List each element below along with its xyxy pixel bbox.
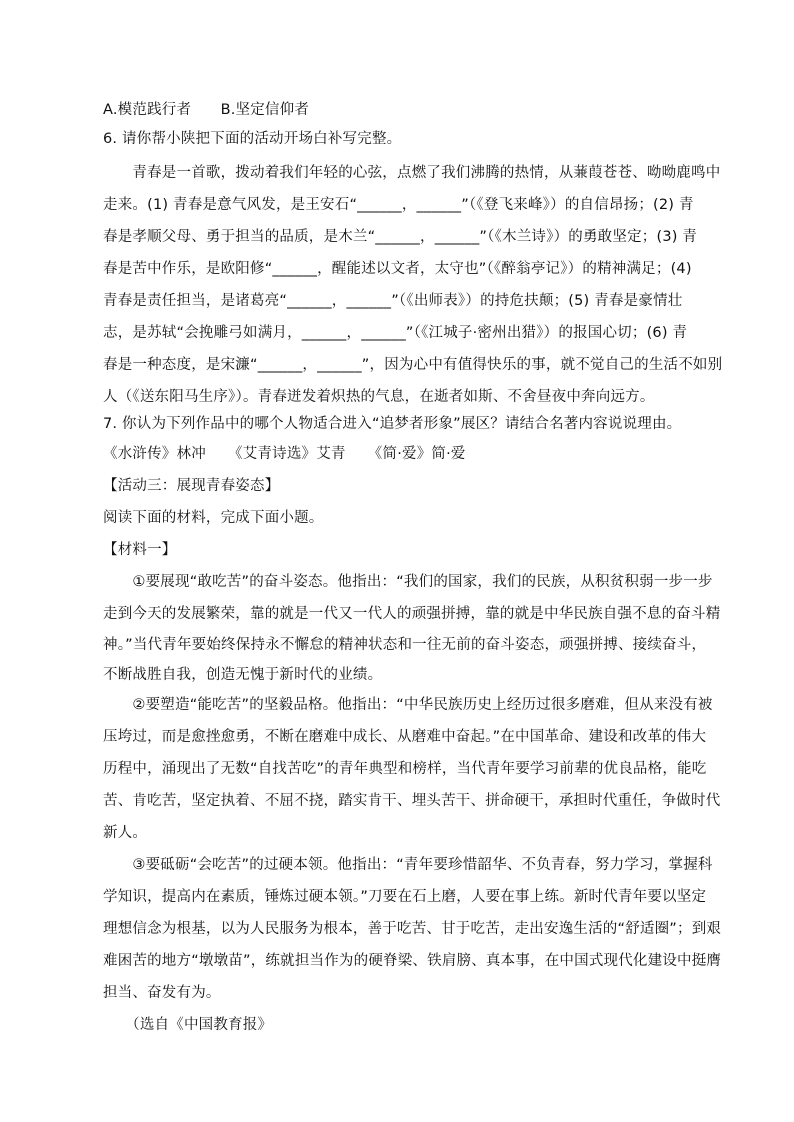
answer-options: A.模范践行者 B.坚定信仰者 — [103, 102, 310, 118]
text-line: ③要砥砺“会吃苦”的过硬本领。他指出：“青年要珍惜韶华、不负青春，努力学习，掌握科 — [103, 857, 713, 873]
instruction: 阅读下面的材料，完成下面小题。 — [103, 510, 324, 526]
text-line: 人（《送东阳马生序》）。青春迸发着炽热的气息，在逝者如斯、不舍昼夜中奔向远方。 — [103, 389, 655, 405]
text-line: 志，是苏轼“会挽雕弓如满月，______，______”（《江城子·密州出猎》）的报国心切；(6) 青 — [103, 325, 688, 341]
activity-heading: 【活动三：展现青春姿态】 — [103, 478, 280, 494]
text-line: 不断战胜自我，创造无愧于新时代的业绩。 — [103, 667, 383, 683]
text-line: 春是一种态度，是宋濂“______，______”，因为心中有值得快乐的事，就不觉自己的生活不如别 — [103, 357, 723, 373]
text-line: ①要展现“敢吃苦”的奋斗姿态。他指出：“我们的国家，我们的民族，从积贫积弱一步一步 — [103, 574, 713, 590]
works-list: 《水浒传》林冲 《艾青诗选》艾青 《简·爱》简·爱 — [103, 446, 466, 462]
text-line: 学知识，提高内在素质，锤炼过硬本领。”刀要在石上磨，人要在事上练。新时代青年要以坚定 — [103, 889, 707, 905]
text-line: 青春是责任担当，是诸葛亮“______，______”（《出师表》）的持危扶颠；(5) 青春是豪情壮 — [103, 293, 683, 309]
text-line: 担当、奋发有为。 — [103, 985, 221, 1001]
text-line: 神。”当代青年要始终保持永不懈怠的精神状态和一往无前的奋斗姿态，顽强拼搏、接续奋斗， — [103, 637, 707, 653]
question-6: 6. 请你帮小陕把下面的活动开场白补写完整。 — [103, 131, 402, 147]
text-line: 理想信念为根基，以为人民服务为根本，善于吃苦、甘于吃苦，走出安逸生活的“舒适圈”；到艰 — [103, 921, 722, 937]
text-line: 青春是一首歌，拨动着我们年轻的心弦，点燃了我们沸腾的热情，从蒹葭苍苍、呦呦鹿鸣中 — [103, 165, 721, 181]
text-line: 难困苦的地方“墩墩苗”，练就担当作为的硬脊梁、铁肩膀、真本事，在中国式现代化建设中挺膺 — [103, 953, 722, 969]
text-line: 走到今天的发展繁荣，靠的就是一代又一代人的顽强拼搏，靠的就是中华民族自强不息的奋斗精 — [103, 606, 721, 622]
text-line: 历程中，涌现出了无数“自找苦吃”的青年典型和榜样，当代青年要学习前辈的优良品格，能吃 — [103, 761, 707, 777]
text-line: 苦、肯吃苦，坚定执着、不屈不挠，踏实肯干、埋头苦干、拼命硬干，承担时代重任，争做时代 — [103, 793, 721, 809]
material-heading: 【材料一】 — [103, 542, 177, 558]
question-7: 7. 你认为下列作品中的哪个人物适合进入“追梦者形象”展区？请结合名著内容说说理由。 — [103, 416, 682, 432]
text-line: 春是孝顺父母、勇于担当的品质，是木兰“______，______”（《木兰诗》）的勇敢坚定；(3) 青 — [103, 229, 698, 245]
text-line: ②要塑造“能吃苦”的坚毅品格。他指出：“中华民族历史上经历过很多磨难，但从来没有被 — [103, 697, 713, 713]
text-line: 压垮过，而是愈挫愈勇，不断在磨难中成长、从磨难中奋起。”在中国革命、建设和改革的伟大 — [103, 729, 707, 745]
text-line: 走来。(1) 青春是意气风发，是王安石“______，______”（《登飞来峰》）的自信昂扬；(2) 青 — [103, 197, 694, 213]
text-line: 春是苦中作乐，是欧阳修“______，醒能述以文者，太守也”（《醉翁亭记》）的精神满足；(4) — [103, 261, 692, 277]
source-citation: （选自《中国教育报》 — [103, 1017, 273, 1033]
text-line: 新人。 — [103, 825, 148, 841]
